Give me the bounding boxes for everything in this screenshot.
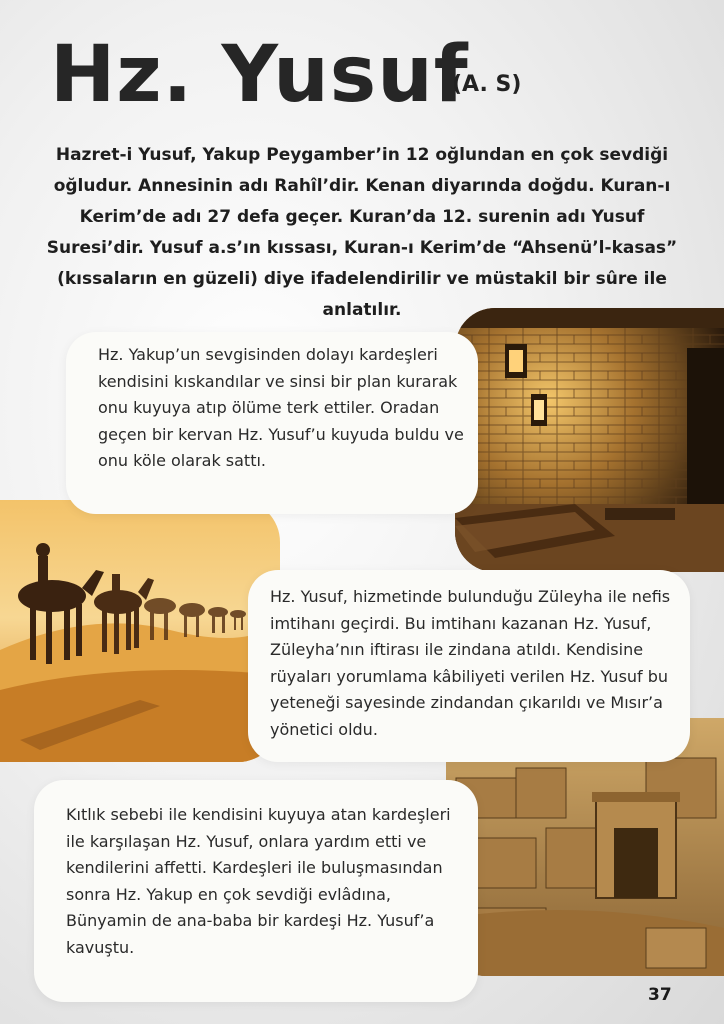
story-card-well [66,332,478,514]
intro-paragraph: Hazret-i Yusuf, Yakup Peygamber’in 12 oğlundan en çok sevdiği oğludur. Annesinin adı Rahîl’dir. Kenan diyarında doğdu. Kuran-ı Kerim’de adı 27 defa geçer. Kuran’da 12. surenin adı Yusuf Suresi’dir. Yusuf a.s’ın kıssası, Kuran-ı Kerim’de “Ahsenü’l-kasas” (kıssaların en güzeli) diye ifadelendirilir ve müstakil bir sûre ile anlatılır. [46,145,678,320]
gate-icon [592,792,680,898]
story-card-text: Hz. Yakup’un sevgisinden dolayı kardeşleri kendisini kıskandılar ve sinsi bir plan kurarak onu kuyuya atıp ölüme terk ettiler. Oradan geçen bir kervan Hz. Yusuf’u kuyuda buldu ve onu köle olarak sattı. [98,345,464,470]
story-card-text: Kıtlık sebebi ile kendisini kuyuya atan kardeşleri ile karşılaşan Hz. Yusuf, onlara yardım etti ve kendilerini affetti. Kardeşleri ile buluşmasından sonra Hz. Yakup en çok sevdiği evlâdına, Bünyamin de ana-baba bir kardeşi Hz. Yusuf’a kavuştu. [66,805,451,957]
camel-caravan-image [0,500,280,762]
page-title: Hz. Yusuf [50,30,469,120]
lantern-icon [505,344,527,378]
story-card-text: Hz. Yusuf, hizmetinde bulunduğu Züleyha ile nefis imtihanı geçirdi. Bu imtihanı kazanan Hz. Yusuf, Züleyha’nın iftirası ile zindana atıldı. Kendisine rüyaları yorumlama kâbiliyeti verilen Hz. Yusuf bu yeteneği sayesinde zindandan çıkarıldı ve Mısır’a yönetici oldu. [270,587,671,739]
story-card-reunion [34,780,478,1002]
story-card-prison [248,570,690,762]
page-number: 37 [648,985,672,1005]
title-suffix: (A. S) [452,72,522,97]
stone-room-image [455,308,724,572]
lantern-icon [531,394,547,426]
